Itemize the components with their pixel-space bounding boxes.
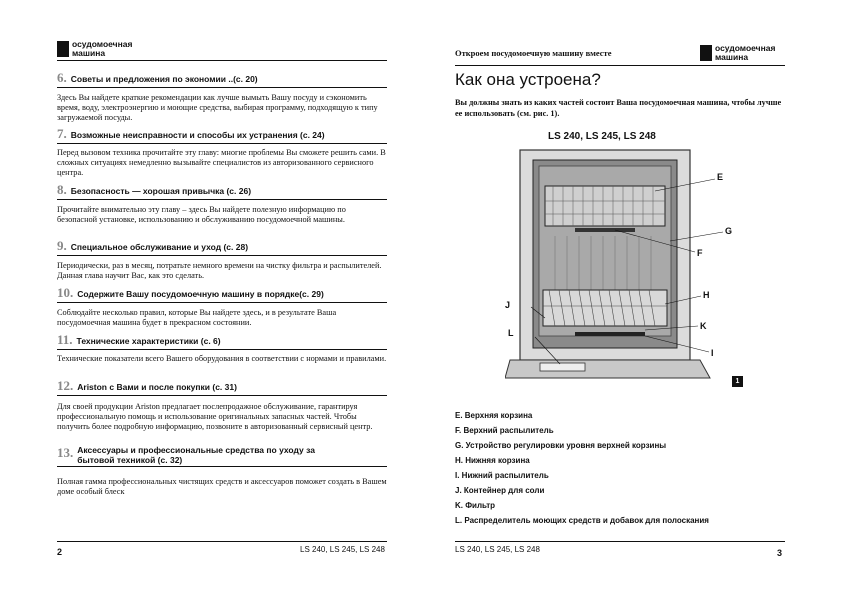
section-heading: Технические характеристики (с. 6) — [76, 336, 221, 346]
header-line-2: машина — [715, 52, 749, 62]
section-6-title — [57, 70, 387, 88]
legend-item: F. Верхний распылитель — [455, 426, 554, 435]
header-label — [715, 44, 775, 62]
upper-basket — [545, 186, 665, 226]
section-8-title — [57, 182, 387, 200]
label-L: L — [508, 328, 514, 338]
section-6-body: Здесь Вы найдете краткие рекомендации как лучше вымыть Вашу посуду и сэкономить время, воду, электроэнергию и моющие средства, выбирая программу, подходящую к типу загружаемой посуды. — [57, 93, 378, 122]
footer-divider — [455, 541, 785, 542]
header-divider — [455, 65, 785, 66]
intro-text: Вы должны знать из каких частей состоит Ваша посудомоечная машина, чтобы лучше ее использовать (см. рис. 1). — [455, 98, 782, 118]
dishwasher-diagram — [505, 146, 745, 382]
section-number: 11. — [57, 332, 73, 347]
label-I: I — [711, 348, 714, 358]
page-title: Как она устроена? — [455, 70, 601, 89]
header-line-2: машина — [72, 48, 106, 58]
section-13-body: Полная гамма профессиональных чистящих средств и аксессуаров поможет создать в Вашем доме особый блеск — [57, 477, 387, 496]
legend-item: I. Нижний распылитель — [455, 471, 549, 480]
upper-spray-arm — [575, 228, 635, 232]
section-12-body: Для своей продукции Ariston предлагает послепродажное обслуживание, гарантируя профессиональную помощь и использование оригинальных запасных частей. Чтобы получить более подробную информацию, позвоните в авторизованный сервисный центр. — [57, 402, 373, 431]
header-label — [72, 40, 132, 58]
legend-item: H. Нижняя корзина — [455, 456, 530, 465]
detergent-dispenser — [540, 363, 585, 371]
left-page-header — [57, 40, 387, 61]
header-line-1: осудомоечная — [715, 43, 776, 53]
footer-model: LS 240, LS 245, LS 248 — [455, 545, 540, 554]
section-10-title — [57, 285, 387, 303]
section-number: 8. — [57, 182, 67, 197]
section-number: 7. — [57, 126, 67, 141]
legend-item: G. Устройство регулировки уровня верхней корзины — [455, 441, 667, 450]
section-number: 10. — [57, 285, 74, 300]
label-K: K — [700, 321, 707, 331]
legend-item: E. Верхняя корзина — [455, 411, 533, 420]
section-9-body: Периодически, раз в месяц, потратьте немного времени на чистку фильтра и распылителей. Данная глава научит Вас, как это сделать. — [57, 261, 382, 280]
section-heading: Ariston с Вами и после покупки (с. 31) — [77, 382, 237, 392]
label-G: G — [725, 226, 733, 236]
footer-divider — [57, 541, 387, 542]
section-11-body: Технические показатели всего Вашего оборудования в соответствии с нормами и правилами. — [57, 354, 387, 363]
section-8-body: Прочитайте внимательно эту главу – здесь Вы найдете полезную информацию по безопасной установке, использованию и обслуживанию посудомоечной машины. — [57, 205, 346, 224]
section-heading: Советы и предложения по экономии ..(с. 20) — [70, 74, 258, 84]
section-number: 12. — [57, 378, 74, 393]
section-heading: Аксессуары и профессиональные средства по уходу за бытовой техникой (с. 32) — [77, 445, 315, 465]
label-F: F — [697, 248, 703, 258]
parts-legend — [455, 408, 785, 528]
lower-basket — [543, 290, 667, 326]
section-12-title — [57, 378, 387, 396]
page-number: 2 — [57, 547, 63, 557]
lower-spray-arm — [575, 332, 645, 336]
brand-logo-icon — [700, 45, 712, 61]
right-header-text: Откроем посудомоечную машину вместе — [455, 48, 612, 58]
brand-logo-icon — [57, 41, 69, 57]
section-number: 9. — [57, 238, 67, 253]
section-heading: Безопасность — хорошая привычка (с. 26) — [70, 186, 252, 196]
section-heading: Содержите Вашу посудомоечную машину в порядке(с. 29) — [77, 289, 324, 299]
legend-item: K. Фильтр — [455, 501, 496, 510]
section-13-title — [57, 445, 387, 467]
page-number: 3 — [777, 548, 783, 558]
models-label: LS 240, LS 245, LS 248 — [548, 131, 656, 142]
legend-item: J. Контейнер для соли — [455, 486, 545, 495]
section-10-body: Соблюдайте несколько правил, которые Вы найдете здесь, и в результате Ваша посудомоечная машина будет в прекрасном состоянии. — [57, 308, 337, 327]
label-E: E — [717, 172, 724, 182]
header-line-1: осудомоечная — [72, 39, 133, 49]
section-number: 6. — [57, 70, 67, 85]
label-H: H — [703, 290, 710, 300]
section-11-title — [57, 332, 387, 350]
door-panel — [505, 360, 710, 378]
section-heading: Специальное обслуживание и уход (с. 28) — [70, 242, 249, 252]
section-7-body: Перед вызовом техника прочитайте эту главу: многие проблемы Вы сможете решить сами. В сложных ситуациях немедленно вызывайте специалистов из авторизованного сервисного центра. — [57, 148, 386, 177]
section-heading: Возможные неисправности и способы их устранения (с. 24) — [70, 130, 325, 140]
footer-model: LS 240, LS 245, LS 248 — [300, 545, 385, 554]
label-J: J — [505, 300, 511, 310]
section-number: 13. — [57, 445, 74, 460]
figure-number-badge: 1 — [732, 376, 743, 387]
section-9-title — [57, 238, 387, 256]
header-divider — [57, 60, 387, 61]
legend-item: L. Распределитель моющих средств и добавок для полоскания — [455, 516, 709, 525]
section-7-title — [57, 126, 387, 144]
right-page-header — [700, 44, 775, 62]
